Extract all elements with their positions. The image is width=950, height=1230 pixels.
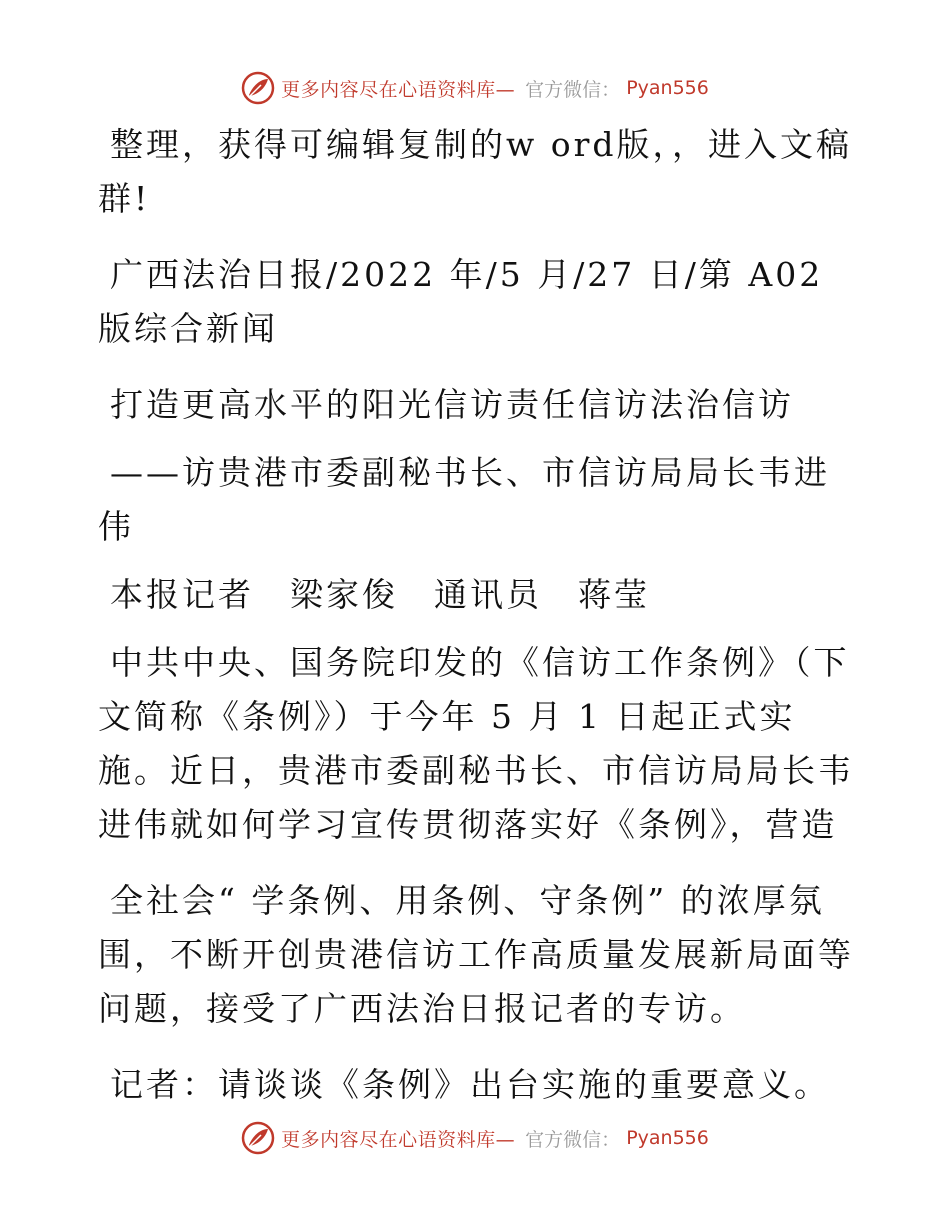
footer-watermark bbox=[0, 1118, 950, 1158]
paragraph-source: 广西法治日报/2022 年/5 月/27 日/第 A02 版综合新闻 bbox=[98, 255, 824, 348]
watermark-label-text: 官方微信： bbox=[525, 1128, 621, 1151]
paragraph-question: 记者：请谈谈《条例》出台实施的重要意义。 bbox=[110, 1065, 830, 1104]
article-title: 打造更高水平的阳光信访责任信访法治信访 bbox=[110, 385, 794, 424]
watermark-wechat-id: Pyan556 bbox=[626, 1127, 709, 1149]
header-watermark bbox=[0, 68, 950, 108]
article-subtitle: ——访贵港市委副秘书长、市信访局局长韦进伟 bbox=[98, 453, 830, 546]
paragraph-body-1: 中共中央、国务院印发的《信访工作条例》（下文简称《条例》）于今年 5 月 1 日起正式实施。近日，贵港市委副秘书长、市信访局局长韦进伟就如何学习宣传贯彻落实好《条例》，营造 bbox=[98, 643, 854, 844]
watermark-site-text: 更多内容尽在心语资料库— bbox=[281, 78, 516, 101]
paragraph-intro: 整理，获得可编辑复制的w ord版，，进入文稿群! bbox=[98, 125, 853, 218]
document-body bbox=[98, 118, 858, 1134]
paragraph-body-2: 全社会“ 学条例、用条例、守条例” 的浓厚氛围，不断开创贵港信访工作高质量发展新局面等问题，接受了广西法治日报记者的专访。 bbox=[98, 881, 854, 1028]
article-byline: 本报记者 梁家俊 通讯员 蒋莹 bbox=[110, 575, 650, 614]
watermark-label-text: 官方微信： bbox=[525, 78, 621, 101]
red-leaf-pen-logo-icon bbox=[241, 71, 275, 105]
watermark-wechat-id: Pyan556 bbox=[626, 77, 709, 99]
red-leaf-pen-logo-icon bbox=[241, 1121, 275, 1155]
watermark-site-text: 更多内容尽在心语资料库— bbox=[281, 1128, 516, 1151]
